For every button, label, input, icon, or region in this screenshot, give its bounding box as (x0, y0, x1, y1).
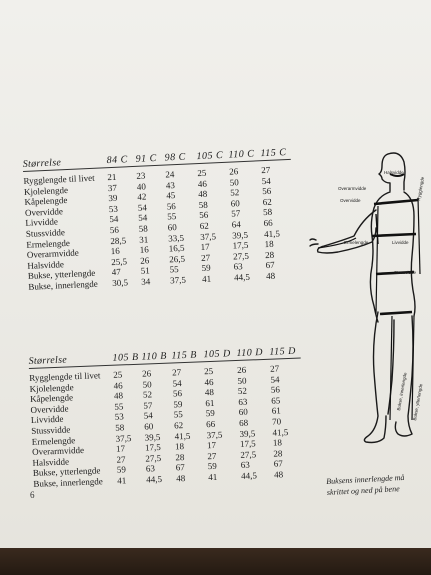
measurement-label: Overarmvidde (31, 445, 85, 458)
measurement-value: 60 (167, 222, 177, 233)
measurement-value: 63 (233, 261, 243, 272)
measurement-value: 56 (261, 185, 272, 197)
size-column-header: 110 C (228, 148, 255, 161)
size-table-bd (28, 345, 297, 489)
measurement-value: 52 (237, 385, 248, 397)
measurement-value: 50 (237, 375, 247, 386)
measurement-label: Livvidde (30, 414, 64, 426)
measurement-value: 61 (205, 397, 215, 409)
stussvidde-label: Stussvidde (394, 270, 417, 275)
measurement-value: 37,5 (199, 230, 217, 242)
measurement-value: 55 (114, 401, 124, 412)
measurement-value: 45 (166, 190, 176, 201)
measurement-value: 39,5 (239, 427, 256, 439)
measurement-value: 54 (261, 175, 271, 186)
measurement-value: 28,5 (110, 234, 127, 246)
size-column-header: 105 C (196, 149, 224, 163)
table-surface (0, 548, 431, 575)
measurement-value: 43 (165, 179, 176, 191)
measurement-label: Rygglengde til livet (23, 172, 95, 186)
size-column-header: 115 B (171, 349, 198, 362)
measurement-value: 58 (115, 422, 125, 433)
measurement-value: 25 (203, 365, 214, 377)
measurement-value: 28 (175, 451, 185, 463)
measurement-value: 63 (145, 463, 156, 474)
measurement-value: 41,5 (272, 426, 289, 438)
measurement-value: 52 (142, 389, 153, 400)
measurement-value: 25,5 (111, 256, 128, 267)
measurement-value: 27 (261, 164, 271, 176)
measurement-value: 25 (197, 167, 207, 179)
measurement-value: 41,5 (174, 430, 191, 441)
measurement-value: 67 (175, 462, 186, 473)
measurement-value: 17,5 (239, 438, 256, 450)
measurement-value: 27 (116, 454, 126, 465)
measurement-value: 62 (199, 220, 209, 231)
size-header-label: Størrelse (28, 354, 68, 367)
rygglengde-label: Rygglengde (416, 176, 426, 201)
measurement-label: Bukse, ytterlengde (32, 465, 101, 479)
measurement-value: 70 (271, 416, 282, 427)
measurement-label: Bukse, innerlengde (33, 476, 103, 489)
measurement-label: Halsvidde (32, 456, 70, 468)
table-body (29, 363, 289, 489)
measurement-value: 55 (173, 409, 183, 420)
measurement-value: 25 (113, 369, 123, 380)
measurement-value: 58 (262, 207, 273, 218)
measurement-value: 46 (204, 376, 214, 387)
measurement-label: Bukse, ytterlengde (27, 268, 96, 282)
size-column-header: 110 B (141, 350, 168, 363)
measurement-value: 54 (138, 212, 148, 224)
measurement-label: Overvidde (24, 205, 64, 218)
measurement-value: 67 (273, 458, 283, 469)
measurement-value: 62 (262, 196, 272, 207)
page-number: 6 (30, 490, 35, 500)
measurement-value: 26,5 (168, 253, 186, 265)
measurement-value: 68 (238, 417, 249, 428)
measurement-value: 27,5 (240, 449, 257, 460)
measurement-value: 26 (141, 368, 152, 379)
measurement-value: 59 (201, 262, 211, 274)
measurement-label: Halsvidde (27, 258, 65, 271)
measurement-value: 41 (201, 273, 212, 284)
size-column-header: 105 B (112, 351, 139, 364)
measurement-value: 27 (207, 450, 217, 461)
measurement-value: 56 (172, 388, 183, 399)
measurement-value: 17,5 (144, 442, 161, 453)
measurement-value: 65 (271, 395, 281, 406)
measurement-value: 41 (117, 475, 127, 486)
measurement-value: 66 (205, 418, 216, 430)
overarmvidde-label: Overarmvidde (338, 186, 367, 191)
ytterlengde-label: Bukse, ytterlengde (412, 383, 424, 421)
measurement-label: Stussvidde (25, 227, 66, 239)
measurement-value: 51 (140, 265, 150, 277)
measurement-label: Kjolelengde (23, 184, 69, 197)
measurement-value: 26 (229, 166, 239, 177)
measurement-value: 39,5 (144, 431, 161, 443)
measurement-value: 50 (142, 378, 152, 390)
measurement-label: Overarmvidde (26, 247, 80, 261)
measurement-value: 57 (230, 208, 241, 219)
measurement-value: 17,5 (232, 239, 249, 251)
measurement-value: 53 (108, 203, 119, 214)
measurement-value: 37,5 (206, 429, 223, 440)
measurement-value: 56 (166, 200, 177, 212)
measurement-label: Stussvidde (31, 424, 71, 436)
size-column-header: 84 C (106, 154, 129, 167)
measurement-value: 34 (140, 276, 151, 287)
size-header-label: Størrelse (22, 157, 62, 170)
measurement-value: 26 (139, 255, 150, 266)
measurement-value: 16,5 (168, 242, 185, 254)
measurement-value: 40 (136, 181, 147, 192)
measurement-value: 27 (269, 363, 280, 374)
measurement-value: 18 (174, 441, 185, 452)
innerlengde-label: Bukse, innerlengde (396, 372, 408, 411)
measurement-value: 39 (108, 192, 118, 204)
halsvidde-label: Halsvidde (384, 170, 404, 175)
measurement-value: 48 (113, 390, 124, 401)
measurement-value: 17 (200, 241, 210, 253)
measurement-value: 23 (136, 170, 146, 181)
measurement-value: 47 (111, 266, 121, 278)
measurement-label: Ermelengde (26, 237, 71, 250)
measurement-value: 27,5 (232, 250, 250, 262)
measurement-value: 16 (139, 244, 149, 255)
measurement-value: 53 (114, 411, 125, 423)
measurement-value: 56 (199, 210, 209, 221)
measurement-label: Bukse, innerlengde (28, 278, 98, 292)
measurement-value: 18 (264, 238, 274, 250)
measurement-value: 60 (238, 406, 248, 418)
ermelengde-label: Ermelengde (344, 240, 369, 245)
measurement-value: 54 (143, 410, 153, 421)
measurement-value: 21 (107, 171, 117, 183)
size-column-header: 105 D (203, 348, 231, 361)
measurement-value: 33,5 (168, 232, 185, 244)
measurement-value: 41 (208, 471, 218, 483)
measurement-label: Kåpelengde (29, 392, 74, 405)
measurement-value: 59 (205, 408, 215, 419)
caption-line: Buksens innerlengde må (326, 472, 405, 486)
measurement-value: 59 (207, 461, 217, 472)
measurement-value: 59 (173, 398, 183, 410)
caption-line: skrittet og ned på bene (326, 484, 400, 497)
measurement-value: 59 (116, 464, 127, 476)
measurement-value: 64 (231, 219, 241, 230)
measurement-value: 17 (115, 443, 126, 454)
measurement-value: 52 (230, 187, 240, 198)
measurement-label: Rygglengde til livet (29, 370, 101, 383)
measurement-value: 37,5 (169, 274, 187, 286)
measurement-value: 27 (200, 252, 211, 263)
table-body (23, 164, 281, 292)
measurement-value: 56 (109, 224, 120, 236)
measurement-value: 54 (172, 377, 182, 389)
measurement-value: 57 (143, 400, 153, 411)
measurement-value: 61 (271, 405, 281, 417)
measurement-value: 58 (138, 223, 149, 234)
size-column-header: 98 C (164, 151, 187, 164)
measurement-label: Kåpelengde (24, 195, 68, 208)
measurement-value: 30,5 (111, 277, 129, 288)
measurement-value: 54 (137, 202, 148, 213)
overvidde-label: Overvidde (340, 198, 361, 203)
measurement-value: 63 (238, 396, 248, 407)
measurement-value: 48 (198, 188, 208, 200)
measurement-value: 44,5 (240, 470, 258, 481)
measurement-value: 46 (197, 178, 208, 189)
measurement-value: 48 (176, 473, 186, 484)
size-column-header: 115 D (269, 345, 297, 358)
livvidde-label: Livvidde (392, 240, 409, 245)
measurement-value: 28 (273, 448, 283, 459)
measurement-value: 44,5 (146, 473, 163, 485)
measurement-value: 56 (270, 384, 281, 395)
measurement-label: Kjolelengde (29, 381, 74, 394)
measurement-value: 44,5 (233, 271, 251, 283)
measurement-value: 26 (236, 364, 247, 375)
measurement-value: 31 (139, 233, 149, 245)
measurement-label: Overvidde (30, 403, 69, 415)
measurement-value: 54 (109, 214, 119, 225)
measurement-value: 17 (206, 440, 217, 451)
measurement-value: 60 (230, 197, 240, 209)
measurement-value: 27 (171, 367, 182, 378)
measurement-value: 48 (204, 387, 215, 398)
size-column-header: 115 C (260, 147, 287, 160)
measurement-value: 67 (265, 260, 275, 271)
measurement-value: 27,5 (145, 452, 162, 464)
measurement-value: 55 (169, 264, 179, 275)
measurement-value: 37 (107, 182, 118, 193)
figure-caption (326, 470, 431, 498)
measurement-value: 18 (272, 437, 283, 448)
measurement-value: 58 (198, 199, 208, 210)
measurement-value: 46 (113, 379, 123, 391)
measurement-value: 42 (137, 191, 147, 203)
measurement-label: Livvidde (25, 216, 59, 229)
measurement-value: 60 (144, 421, 154, 432)
measurement-value: 50 (229, 176, 239, 188)
measurement-value: 37,5 (115, 432, 132, 444)
measurement-value: 48 (273, 469, 284, 480)
measurement-value: 54 (270, 373, 280, 385)
measurement-value: 62 (174, 420, 184, 431)
size-table-c (22, 147, 287, 292)
measurement-value: 16 (110, 245, 120, 257)
measurement-value: 63 (240, 459, 250, 471)
size-column-header: 91 C (135, 152, 158, 165)
measurement-value: 39,5 (231, 229, 249, 241)
measurement-value: 55 (167, 211, 177, 222)
size-column-header: 110 D (236, 346, 264, 359)
measurement-value: 66 (263, 217, 273, 229)
measurement-value: 24 (165, 169, 175, 180)
measurement-value: 41,5 (263, 227, 281, 239)
measurement-value: 28 (264, 249, 275, 260)
measurement-label: Ermelengde (31, 434, 76, 447)
measurement-value: 48 (265, 270, 276, 281)
measurement-figure (300, 140, 431, 450)
